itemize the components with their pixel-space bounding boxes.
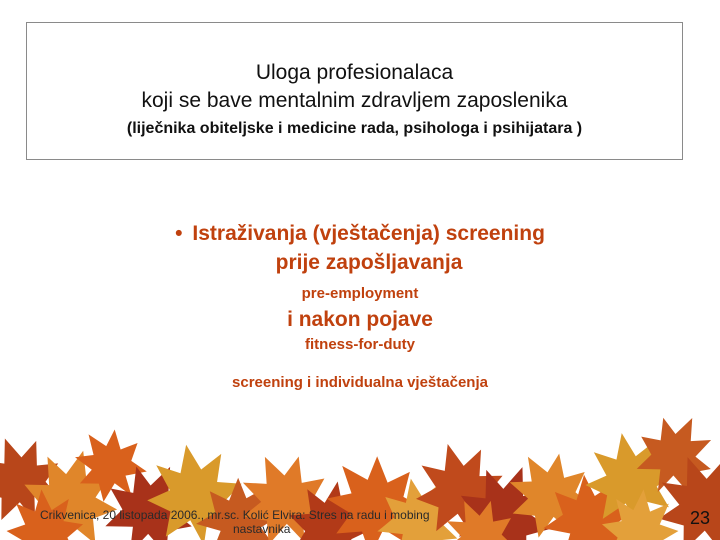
bullet-item: [0, 222, 720, 246]
title-subtitle: (liječnika obiteljske i medicine rada, psihologa i psihijatara ): [126, 120, 583, 137]
subnote-screening: screening i individualna vještačenja: [232, 374, 488, 391]
page-number: 23: [690, 508, 711, 528]
footer-caption: [40, 508, 510, 536]
text-after-onset: i nakon pojave: [287, 308, 433, 331]
title-line-2: koji se bave mentalnim zdravljem zaposlenika: [141, 89, 568, 112]
bullet-marker: •: [175, 222, 183, 245]
footer-line-1: Crikvenica, 20 listopada 2006., mr.sc. Kolić Elvira: Stres na radu i mobing: [40, 508, 430, 522]
subnote-pre-employment: pre-employment: [301, 285, 419, 302]
title-box: [26, 22, 683, 160]
bullet-text-line-1: Istraživanja (vještačenja) screening: [192, 222, 545, 245]
title-line-1: Uloga profesionalaca: [255, 61, 454, 84]
subnote-fitness-for-duty: fitness-for-duty: [305, 336, 415, 353]
bullet-text-line-2: prije zapošljavanja: [275, 251, 463, 274]
footer-line-2: nastavnika: [233, 522, 291, 536]
